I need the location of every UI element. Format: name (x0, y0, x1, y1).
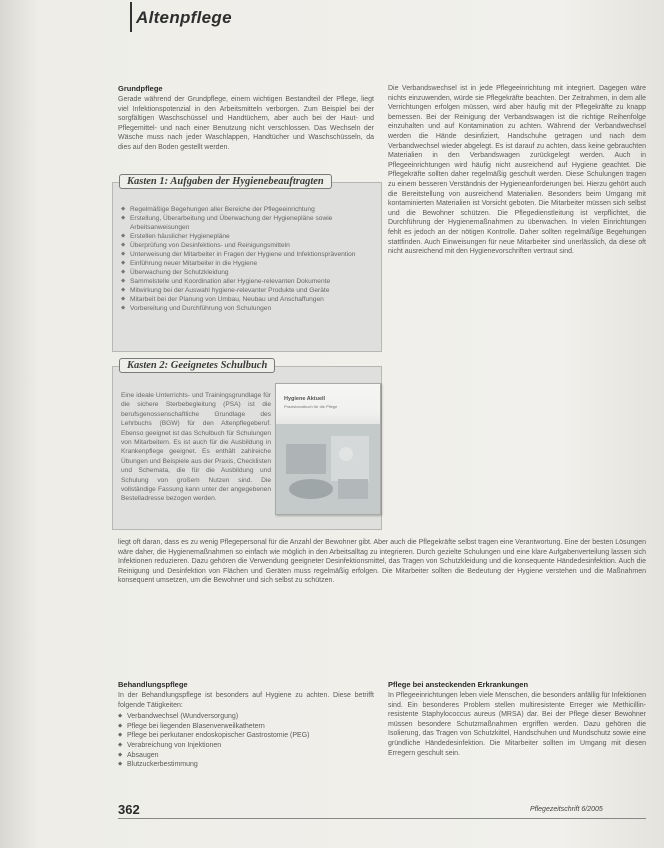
footer-rule (118, 818, 646, 819)
schoolbook-text: Eine ideale Unterrichts- und Trainingsgrundlage für die sichere Sterbebegleitung (PSA) ist die berufsgenossenschaftliche Grundlage des Lehrbuchs (BGW) für den Altenpflegeberuf. Ebenso geeignet ist das Schulbuch für Schulungen von Mitarbeitern. Es ist auch für die Ausbildung in Krankenpflege geeignet. Es enthält zahlreiche Übungen und Beispiele aus der Praxis, Checklisten und Schemata, die für die Ausbildung und Schulung von großem Nutzen sind. Die vollständige Fassung kann unter der angegebenen Bestelladresse bezogen werden. (121, 392, 271, 503)
info-box-hygiene-tasks (112, 176, 382, 352)
list-item: ◆ Regelmäßige Begehungen aller Bereiche der Pflegeeinrichtung (121, 205, 375, 214)
grundpflege-text: Gerade während der Grundpflege, einem wichtigen Bestandteil der Pflege, liegt viel Infektionspotenzial in den Arbeitsmitteln verborgen. Zum Beispiel bei der sorgfältigen Waschschüssel und Handtüchern, aber auch bei der Haut- und Pflegemittel- und nach einer Benutzung nicht verschlossen. Das Wechseln der Wäsche muss nach jeder Waschlappen, Handtücher und Waschschüsseln, da dies auf den Boden gestellt werden. (118, 96, 374, 151)
list-item: ◆ Absaugen (118, 751, 374, 761)
mid-section-text: liegt oft daran, dass es zu wenig Pflegepersonal für die Anzahl der Bewohner gibt. Aber auch die Pflegekräfte selbst tragen eine Verantwortung. Eine der besten Lösungen wäre daher, die Hygienemaßnahmen so einfach wie möglich in den Arbeitsalltag zu integrieren. Durch gezielte Schulungen und eine klare Aufgabenverteilung lassen sich Infektionen reduzieren. Dazu gehören die Verwendung geeigneter Desinfektionsmittel, das Tragen von Schutzkleidung und die konsequente Händedesinfektion. Auch die Reinigung und Desinfektion von Flächen und Geräten muss regelmäßig erfolgen. Die Mitarbeiter sollten die Bedeutung der Hygiene verstehen und die Maßnahmen konsequent umsetzen, um die Bewohner und sich selbst zu schützen. (118, 539, 646, 585)
list-item: ◆ Verbandwechsel (Wundversorgung) (118, 712, 374, 722)
list-item: ◆ Pflege bei liegenden Blasenverweilkathetern (118, 722, 374, 732)
list-item: ◆ Erstellen häuslicher Hygienepläne (121, 232, 375, 241)
book-subtitle: Praxishandbuch für die Pflege (284, 404, 338, 409)
book-cover-photo (276, 424, 380, 514)
book-title: Hygiene Aktuell (284, 396, 326, 402)
list-item: ◆ Verabreichung von Injektionen (118, 741, 374, 751)
publication-name: Pflegezeitschrift 6/2005 (530, 806, 603, 813)
grundpflege-heading: Grundpflege (118, 84, 163, 93)
list-item: ◆ Unterweisung der Mitarbeiter in Fragen der Hygiene und Infektionsprävention (121, 250, 375, 259)
right-column (388, 84, 646, 257)
lower-left-column (118, 680, 374, 770)
info-box-schoolbook (112, 360, 382, 530)
list-item: ◆ Vorbereitung und Durchführung von Schulungen (121, 304, 375, 313)
hygiene-tasks-list (121, 205, 375, 313)
list-item: ◆ Blutzuckerbestimmung (118, 760, 374, 770)
behandlungspflege-text: In der Behandlungspflege ist besonders auf Hygiene zu achten. Diese betrifft folgende Tätigkeiten: (118, 692, 374, 709)
list-item: ◆ Überprüfung von Desinfektions- und Reinigungsmitteln (121, 241, 375, 250)
infection-care-heading: Pflege bei ansteckenden Erkrankungen (388, 680, 529, 689)
list-item: ◆ Einführung neuer Mitarbeiter in die Hygiene (121, 259, 375, 268)
info-box-title: Kasten 1: Aufgaben der Hygienebeauftragten (119, 174, 332, 189)
lower-right-column (388, 680, 646, 758)
infection-care-text: In Pflegeeinrichtungen leben viele Menschen, die besonders anfällig für Infektionen sind. Ein besonderes Problem stellen multiresistente Erreger wie Methicillin-resistente Staphylococcus aureus (MRSA) dar. Bei der Pflege dieser Bewohner müssen besondere Schutzmaßnahmen ergriffen werden. Dazu gehören die Isolierung, das Tragen von Schutzkittel, Handschuhen und Mundschutz sowie eine gründliche Händedesinfektion. Die Mitarbeiter sollten im Umgang mit diesen Erregern geschult sein. (388, 692, 646, 757)
info-box-title: Kasten 2: Geeignetes Schulbuch (119, 358, 275, 373)
list-item: ◆ Erstellung, Überarbeitung und Überwachung der Hygienepläne sowie Arbeitsanweisungen (121, 214, 375, 232)
header-rule (130, 2, 132, 32)
right-column-text: Die Verbandswechsel ist in jede Pflegeeinrichtung mit integriert. Dagegen wäre nichts einzuwenden, würde sie Pflegekräfte beachten. Der Zeitrahmen, in dem alle Verrichtungen erfolgen müssen, wird aber häufig mit der Pflegekräfte zu knapp bemessen. Bei der Reinigung der Verbandswagen ist die richtige Reihenfolge einzuhalten und auf Kontamination zu achten. Während der Verbandwechsel werden die Hände desinfiziert, Handschuhe getragen und nach dem Verbandwechsel wieder abgelegt. Es ist darauf zu achten, dass keine gebrauchten Materialien in den Verbandswagen zurückgelegt werden. Auch in Pflegeeinrichtungen wird häufig nicht ausreichend auf Hygiene geachtet. Die Pflegekräfte sollten daher regelmäßig geschult werden. Diese Schulungen tragen zu einem besseren Verständnis der Hygieneanforderungen bei. Hierzu gehört auch die Bereitstellung von ausreichend Materialien. Besonders beim Umgang mit kontaminierten Materialien ist Vorsicht geboten. Die Mitarbeiter müssen sich selbst und die Bewohner schützen. Die Pflegedienstleitung ist verpflichtet, die Durchführung der Hygienemaßnahmen zu überwachen. In vielen Einrichtungen fehlt es jedoch an der nötigen Kontrolle. Daher sollten regelmäßige Begehungen stattfinden. Auch Einweisungen für neue Mitarbeiter sind unerlässlich, da diese oft nicht ausreichend mit den Hygienevorschriften vertraut sind. (388, 85, 646, 256)
section-title: Altenpflege (136, 8, 232, 27)
behandlungspflege-list (118, 712, 374, 770)
left-column (118, 84, 374, 153)
list-item: ◆ Mitwirkung bei der Auswahl hygiene-relevanter Produkte und Geräte (121, 286, 375, 295)
behandlungspflege-heading: Behandlungspflege (118, 680, 188, 689)
list-item: ◆ Überwachung der Schutzkleidung (121, 268, 375, 277)
book-cover-image (275, 383, 381, 515)
list-item: ◆ Pflege bei perkutaner endoskopischer Gastrostomie (PEG) (118, 731, 374, 741)
list-item: ◆ Sammelstelle und Koordination aller Hygiene-relevanten Dokumente (121, 277, 375, 286)
page-number: 362 (118, 802, 140, 817)
list-item: ◆ Mitarbeit bei der Planung von Umbau, Neubau und Anschaffungen (121, 295, 375, 304)
mid-section (118, 538, 646, 586)
